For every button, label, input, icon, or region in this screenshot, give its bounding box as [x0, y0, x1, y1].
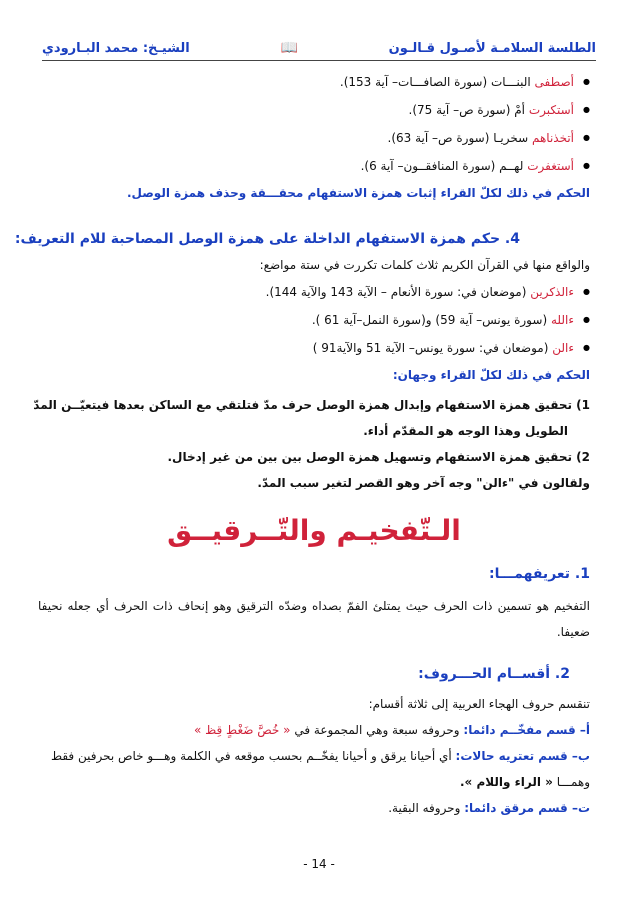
category-text: وحروفه سبعة وهي المجموعة في: [294, 723, 460, 737]
list-item: [38, 68, 590, 96]
list-item: [38, 124, 590, 152]
header-author: الشيـخ: محمد البـارودي: [42, 40, 190, 56]
category-c: [38, 795, 590, 821]
page-number: - 14 -: [303, 857, 335, 871]
list-item: [38, 152, 590, 180]
example-ref: (موضعان في: سورة يونس– الآية 51 والآية91 ): [312, 341, 549, 355]
category-text: وحروفه البقية.: [388, 801, 461, 815]
ruling-point-1-cont: الطويل وهذا الوجه هو المقدّم أداء.: [363, 424, 568, 438]
ruling-point-2: 2) تحقيق همزة الاستفهام وتسهيل همزة الوصل بين بين من غير إدخال.: [167, 450, 590, 464]
example-word: أستغفرت: [527, 159, 574, 173]
header-series-title: الطلسة السلامـة لأصـول قـالـون: [388, 40, 596, 56]
category-label: أ– قسم مفخّــم دائما:: [463, 723, 590, 737]
section-1-heading: 1. تعريفهمـــا:: [489, 566, 590, 582]
ruling-text: الحكم في ذلك لكلّ القراء وجهان:: [392, 368, 590, 382]
example-word: أصطفى: [534, 75, 574, 89]
list-item: [38, 306, 590, 334]
ruling-text: الحكم في ذلك لكلّ القراء إثبات همزة الاستفهام محقـــقة وحذف همزة الوصل.: [126, 186, 590, 200]
category-b: [38, 743, 590, 769]
category-label: ت– قسم مرقق دائما:: [464, 801, 590, 815]
example-ref: (موضعان في: سورة الأنعام – الآية 143 والآية 144).: [265, 285, 527, 299]
category-quote: « خُصَّ ضَغْطٍ قِظ »: [193, 723, 291, 737]
category-text: أي أحيانا يرقق و أحيانا يفخّــم بحسب موقعه في الكلمة وهـــو خاص بحرفين فقط: [50, 749, 452, 763]
category-quote: « الراء واللام ».: [459, 775, 553, 789]
example-ref: لهــم (سورة المنافقــون– آية 6).: [360, 159, 524, 173]
header-divider: [42, 60, 596, 61]
section-4-list: [38, 278, 590, 362]
example-word: ءالن: [552, 341, 574, 355]
example-ref: (سورة يونس– آية 59) و(سورة النمل–آية 61 ).: [311, 313, 548, 327]
category-a: [38, 717, 590, 743]
section-2-heading: 2. أقســام الحـــروف:: [418, 666, 570, 682]
definition-text: التفخيم هو تسمين ذات الحرف حيث يمتلئ الفمّ بصداه وضدّه الترقيق وهو إنحاف ذات الحرف أي جعله نحيفا ضعيفا.: [38, 599, 590, 639]
example-word: ءالذكرين: [530, 285, 574, 299]
example-ref: أمْ (سورة ص– آية 75).: [408, 103, 525, 117]
section-2-intro: تنقسم حروف الهجاء العربية إلى ثلاثة أقسام:: [368, 697, 590, 711]
example-word: أستكبرت: [528, 103, 574, 117]
page-header: [42, 38, 596, 58]
example-word: أتخذناهم: [531, 131, 574, 145]
list-item: [38, 278, 590, 306]
section-4-intro: والواقع منها في القرآن الكريم ثلاث كلمات تكررت في ستة مواضع:: [259, 258, 590, 272]
qalun-note: ولقالون في "ءالن" وجه آخر وهو القصر لتغير سبب المدّ.: [257, 476, 590, 490]
category-label: ب– قسم تعتريه حالات:: [455, 749, 590, 763]
list-item: [38, 334, 590, 362]
category-b-cont: [38, 769, 590, 795]
list-item: [38, 96, 590, 124]
section-4-heading: 4. حكم همزة الاستفهام الداخلة على همزة الوصل المصاحبة للام التعريف:: [14, 231, 520, 247]
example-ref: البنـــات (سورة الصافـــات– آية 153).: [339, 75, 531, 89]
page-content: [14, 64, 590, 821]
example-word: ءالله: [550, 313, 574, 327]
ruling-point-1: 1) تحقيق همزة الاستفهام وإبدال همزة الوصل حرف مدّ فتلتقي مع الساكن بعدها فيتعيّــن المدّ: [33, 398, 590, 412]
chapter-title: الـتّفخيـم والتّــرقيــق: [167, 514, 461, 547]
category-text: وهمـــا: [556, 775, 590, 789]
example-ref: سخريـا (سورة ص– آية 63).: [387, 131, 529, 145]
examples-list: [38, 68, 590, 180]
book-icon: 📖: [280, 40, 298, 56]
